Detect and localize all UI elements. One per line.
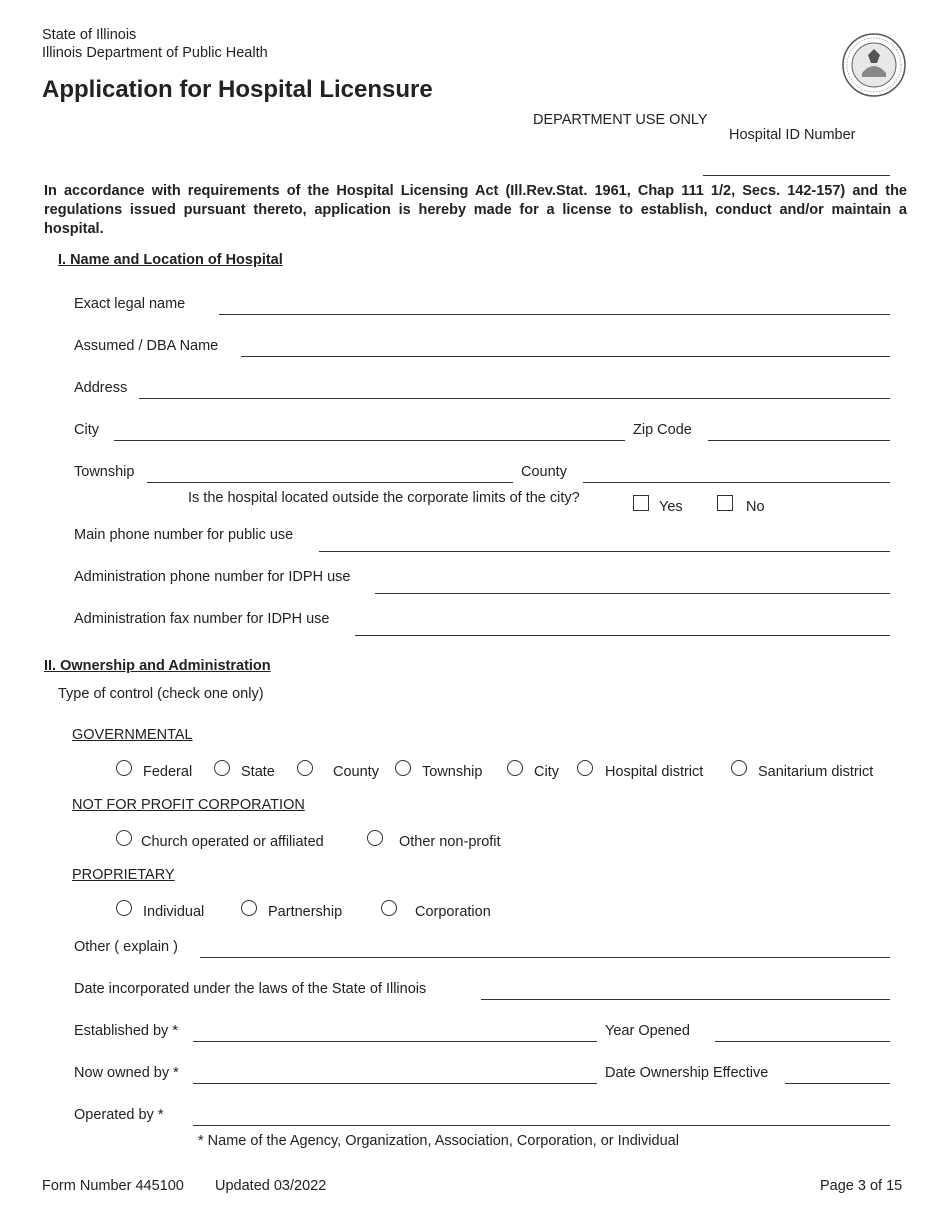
city-label: City (74, 422, 99, 438)
zip-field[interactable] (708, 440, 890, 441)
intro-paragraph: In accordance with requirements of the Hospital Licensing Act (Ill.Rev.Stat. 1961, Chap 111 1/2, Secs. 142-157) and the regulations issued pursuant thereto, application is hereby made for a license to establish, conduct and/or maintain a hospital. (44, 183, 907, 237)
radio-hospital-district[interactable] (577, 760, 593, 776)
county-label: County (521, 464, 567, 480)
main-phone-label: Main phone number for public use (74, 527, 294, 543)
radio-individual[interactable] (116, 900, 132, 916)
outside-limits-no-checkbox[interactable] (717, 495, 733, 511)
operated-by-label: Operated by * (74, 1107, 164, 1123)
admin-phone-field[interactable] (375, 593, 890, 594)
established-by-label: Established by * (74, 1023, 178, 1039)
established-by-field[interactable] (193, 1041, 597, 1042)
date-ownership-field[interactable] (785, 1083, 890, 1084)
church-label: Church operated or affiliated (141, 834, 324, 850)
individual-label: Individual (143, 904, 205, 920)
outside-limits-question: Is the hospital located outside the corporate limits of the city? (188, 490, 580, 506)
admin-fax-label: Administration fax number for IDPH use (74, 611, 330, 627)
radio-county[interactable] (297, 760, 313, 776)
year-opened-label: Year Opened (605, 1023, 690, 1039)
radio-church[interactable] (116, 830, 132, 846)
department-use-only: DEPARTMENT USE ONLY (533, 112, 708, 128)
department-name: Illinois Department of Public Health (42, 45, 268, 61)
date-incorporated-field[interactable] (481, 999, 890, 1000)
radio-city[interactable] (507, 760, 523, 776)
radio-partnership[interactable] (241, 900, 257, 916)
township-field[interactable] (147, 482, 513, 483)
form-number: Form Number 445100 (42, 1178, 184, 1194)
nonprofit-heading: NOT FOR PROFIT CORPORATION (72, 797, 305, 813)
governmental-heading: GOVERNMENTAL (72, 727, 193, 743)
footnote: * Name of the Agency, Organization, Association, Corporation, or Individual (198, 1133, 679, 1149)
main-phone-field[interactable] (319, 551, 890, 552)
type-control-label: Type of control (check one only) (58, 686, 264, 702)
other-nonprofit-label: Other non-profit (399, 834, 501, 850)
radio-sanitarium-district[interactable] (731, 760, 747, 776)
legal-name-label: Exact legal name (74, 296, 186, 312)
page-number: Page 3 of 15 (820, 1178, 903, 1194)
other-explain-label: Other ( explain ) (74, 939, 178, 955)
section1-heading: I. Name and Location of Hospital (58, 252, 283, 268)
operated-by-field[interactable] (193, 1125, 890, 1126)
partnership-label: Partnership (268, 904, 343, 920)
corporation-label: Corporation (415, 904, 491, 920)
now-owned-by-label: Now owned by * (74, 1065, 179, 1081)
radio-federal[interactable] (116, 760, 132, 776)
now-owned-by-field[interactable] (193, 1083, 597, 1084)
zip-label: Zip Code (633, 422, 692, 438)
city-option-label: City (534, 764, 559, 780)
year-opened-field[interactable] (715, 1041, 890, 1042)
address-label: Address (74, 380, 128, 396)
township-label: Township (74, 464, 135, 480)
radio-township[interactable] (395, 760, 411, 776)
state-name: State of Illinois (42, 27, 137, 43)
hospital-id-label: Hospital ID Number (729, 127, 856, 143)
state-seal-icon (842, 33, 906, 97)
radio-state[interactable] (214, 760, 230, 776)
date-ownership-label: Date Ownership Effective (605, 1065, 769, 1081)
admin-phone-label: Administration phone number for IDPH use (74, 569, 351, 585)
county-field[interactable] (583, 482, 890, 483)
other-explain-field[interactable] (200, 957, 890, 958)
legal-name-field[interactable] (219, 314, 890, 315)
township-option-label: Township (422, 764, 483, 780)
radio-corporation[interactable] (381, 900, 397, 916)
hospital-id-field[interactable] (703, 175, 890, 176)
federal-label: Federal (143, 764, 193, 780)
state-label: State (241, 764, 275, 780)
no-label: No (746, 499, 765, 515)
section2-heading: II. Ownership and Administration (44, 658, 271, 674)
county-option-label: County (333, 764, 379, 780)
admin-fax-field[interactable] (355, 635, 890, 636)
page-title: Application for Hospital Licensure (42, 76, 433, 103)
city-field[interactable] (114, 440, 625, 441)
date-incorporated-label: Date incorporated under the laws of the State of Illinois (74, 981, 427, 997)
dba-name-field[interactable] (241, 356, 890, 357)
address-field[interactable] (139, 398, 890, 399)
dba-name-label: Assumed / DBA Name (74, 338, 219, 354)
sanitarium-district-label: Sanitarium district (758, 764, 874, 780)
updated-date: Updated 03/2022 (215, 1178, 327, 1194)
proprietary-heading: PROPRIETARY (72, 867, 175, 883)
yes-label: Yes (659, 499, 683, 515)
hospital-district-label: Hospital district (605, 764, 704, 780)
radio-other-nonprofit[interactable] (367, 830, 383, 846)
outside-limits-yes-checkbox[interactable] (633, 495, 649, 511)
